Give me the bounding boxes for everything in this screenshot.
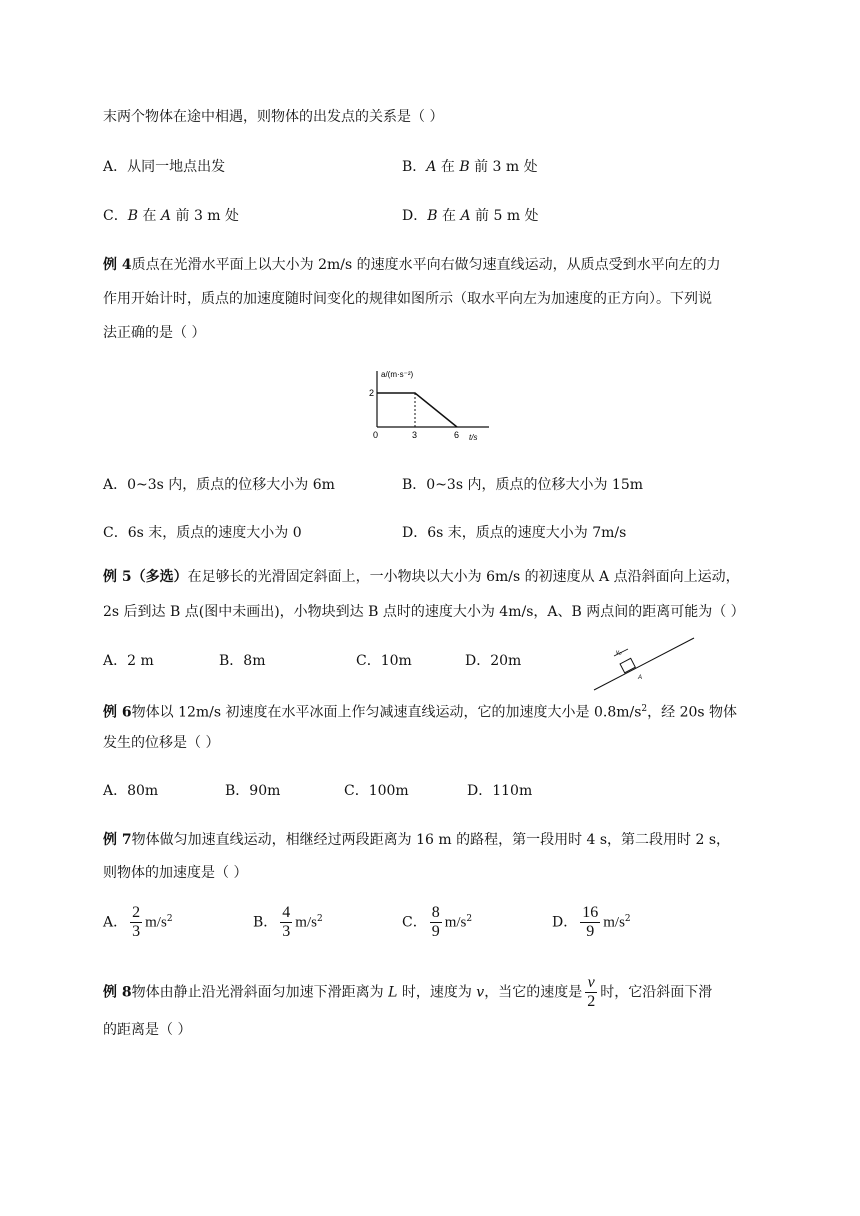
q4-acceleration-graph <box>365 365 495 445</box>
graph-y-tick: 2 <box>369 388 375 398</box>
q4-option-c: C．6s 末，质点的速度大小为 0 <box>103 525 302 541</box>
q7-stem-line2: 则物体的加速度是（ ） <box>103 865 248 881</box>
q4-label: 例 4 <box>103 257 132 273</box>
q6-stem-line1: 例 6物体以 12m/s 初速度在水平冰面上作匀减速直线运动，它的加速度大小是 $0.8m/s^2$，经 20s 物体 <box>103 704 738 721</box>
q8-fraction: $\frac{v}{2}$ <box>587 974 596 1010</box>
graph-acceleration-line <box>377 393 457 427</box>
point-a-label: A <box>638 675 643 681</box>
q3-option-b: B．A 在 B 前 3 m 处 <box>402 159 538 175</box>
q7-a-fraction: $\frac{2}{3}$ <box>132 904 141 940</box>
q3-option-d: D．B 在 A 前 5 m 处 <box>402 208 539 224</box>
q7-c-fraction: $\frac{8}{9}$ <box>431 904 440 940</box>
graph-x-tick-6: 6 <box>454 430 460 440</box>
graph-x-tick-3: 3 <box>412 430 418 440</box>
q6-option-d: D．110m <box>467 783 533 799</box>
q5-option-a: A．2 m <box>103 653 154 669</box>
q7-d-fraction: $\frac{16}{9}$ <box>582 904 599 940</box>
q7-label: 例 7 <box>103 832 132 848</box>
q3-option-c: C．B 在 A 前 3 m 处 <box>103 208 240 224</box>
q4-stem-line1: 例 4质点在光滑水平面上以大小为 2m/s 的速度水平向右做匀速直线运动，从质点受到水平向左的力 <box>103 257 721 273</box>
q5-label: 例 5（多选） <box>103 569 188 585</box>
graph-y-label: a/(m·s⁻²) <box>381 370 414 379</box>
q7-b-fraction: $\frac{4}{3}$ <box>282 904 291 940</box>
q7-stem-line1: 例 7物体做匀加速直线运动，相继经过两段距离为 16 m 的路程，第一段用时 4 s，第二段用时 2 s， <box>103 832 731 848</box>
q8-stem-line2: 的距离是（ ） <box>103 1022 192 1038</box>
q5-option-b: B．8m <box>219 653 266 669</box>
q5-stem-line1: 例 5（多选）在足够长的光滑固定斜面上，一小物块以大小为 6m/s 的初速度从 A 点沿斜面向上运动， <box>103 569 740 585</box>
velocity-label: v₀ <box>616 650 622 656</box>
q7-option-b: B． $\frac{4}{3}$ $m/s^2$ <box>253 904 323 940</box>
q5-option-c: C．10m <box>356 653 412 669</box>
q8-stem-line1: 例 8物体由静止沿光滑斜面匀加速下滑距离为 L 时，速度为 v，当它的速度是 $\frac{v}{2}$ 时，它沿斜面下滑 <box>103 974 713 1010</box>
q4-option-a: A．0~3s 内，质点的位移大小为 6m <box>103 477 335 493</box>
q4-stem-line3: 法正确的是（ ） <box>103 325 206 341</box>
q7-option-d: D． $\frac{16}{9}$ $m/s^2$ <box>552 904 631 940</box>
q6-stem-line2: 发生的位移是（ ） <box>103 735 220 751</box>
q3-option-a: A．从同一地点出发 <box>103 159 226 175</box>
q6-option-b: B．90m <box>225 783 281 799</box>
incline-surface <box>594 638 694 690</box>
q6-option-a: A．80m <box>103 783 159 799</box>
q7-option-c: C． $\frac{8}{9}$ $m/s^2$ <box>402 904 473 940</box>
graph-x-label: t/s <box>469 433 478 442</box>
q4-option-d: D．6s 末，质点的速度大小为 7m/s <box>402 525 627 541</box>
q5-incline-figure <box>590 632 700 692</box>
q4-option-b: B．0~3s 内，质点的位移大小为 15m <box>402 477 644 493</box>
q5-stem-line2: 2s 后到达 B 点(图中未画出)，小物块到达 B 点时的速度大小为 4m/s，A、B 两点间的距离可能为（ ） <box>103 604 745 620</box>
q6-label: 例 6 <box>103 704 132 721</box>
q8-label: 例 8 <box>103 984 132 1001</box>
q3-stem: 末两个物体在途中相遇，则物体的出发点的关系是（ ） <box>103 109 444 125</box>
q6-option-c: C．100m <box>344 783 409 799</box>
graph-x-tick-0: 0 <box>373 430 379 440</box>
q7-option-a: A． $\frac{2}{3}$ $m/s^2$ <box>103 904 173 940</box>
block-shape <box>620 658 635 672</box>
q5-option-d: D．20m <box>465 653 522 669</box>
q4-stem-line2: 作用开始计时，质点的加速度随时间变化的规律如图所示（取水平向左为加速度的正方向）。下列说 <box>103 291 712 307</box>
